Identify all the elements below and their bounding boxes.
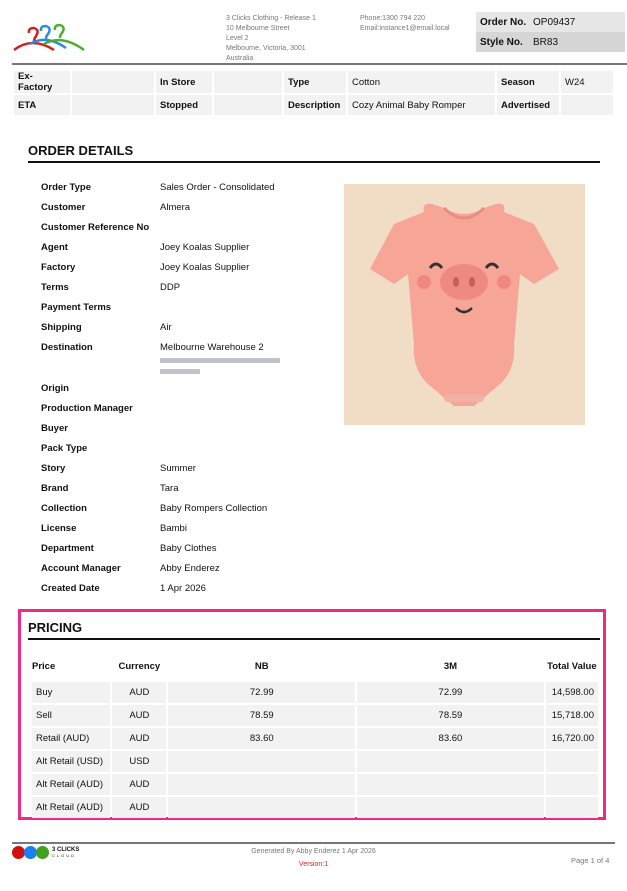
detail-row <box>41 563 220 574</box>
detail-label: Pack Type <box>41 443 88 454</box>
detail-value: Joey Koalas Supplier <box>160 242 250 253</box>
company-name: 3 Clicks Clothing - Release 1 <box>226 15 316 22</box>
detail-row <box>41 342 281 377</box>
in-store-value <box>214 71 282 93</box>
pricing-cell: 83.60 <box>168 728 355 749</box>
pricing-row <box>32 705 598 726</box>
season-value: W24 <box>561 71 613 93</box>
detail-label: Department <box>41 543 94 554</box>
pricing-cell: 16,720.00 <box>546 728 598 749</box>
detail-value: Joey Koalas Supplier <box>160 262 250 273</box>
in-store-label: In Store <box>156 71 212 93</box>
detail-label: Shipping <box>41 322 82 333</box>
order-meta-table <box>12 69 615 117</box>
company-address <box>226 14 316 64</box>
detail-row <box>41 583 206 594</box>
detail-value: DDP <box>160 282 181 293</box>
pricing-cell <box>357 797 544 818</box>
company-logo-hangers <box>10 22 88 54</box>
pricing-cell: Alt Retail (AUD) <box>32 797 110 818</box>
detail-label: Brand <box>41 483 69 494</box>
detail-row <box>41 503 267 514</box>
pricing-cell: 14,598.00 <box>546 682 598 703</box>
stopped-label: Stopped <box>156 95 212 115</box>
detail-label: Customer Reference No <box>41 222 150 233</box>
pricing-cell: Buy <box>32 682 110 703</box>
phone: Phone:1300 794 220 <box>360 15 426 22</box>
pricing-cell <box>546 751 598 772</box>
detail-label: License <box>41 523 77 534</box>
section-rule <box>28 161 600 163</box>
version: Version:1 <box>298 861 329 868</box>
detail-value: Baby Clothes <box>160 543 217 554</box>
pricing-cell: 78.59 <box>168 705 355 726</box>
detail-label: Terms <box>41 282 69 293</box>
order-no-label: Order No. <box>480 16 527 28</box>
pricing-cell: AUD <box>112 774 166 795</box>
address-line: Level 2 <box>226 35 249 42</box>
pricing-cell: AUD <box>112 728 166 749</box>
detail-value: Air <box>160 322 172 333</box>
detail-row <box>41 523 187 534</box>
detail-row <box>41 483 178 494</box>
product-image-romper <box>344 184 585 425</box>
col-nb: NB <box>254 660 269 672</box>
pricing-row <box>32 751 598 772</box>
detail-row <box>41 322 172 333</box>
detail-label: Origin <box>41 383 69 394</box>
col-total-value: Total Value <box>547 660 597 672</box>
col-currency: Currency <box>118 660 161 672</box>
logo-sub: CLOUD <box>52 852 77 858</box>
pricing-cell: Alt Retail (AUD) <box>32 774 110 795</box>
ex-factory-label: Ex-Factory <box>14 71 70 93</box>
pricing-row <box>32 728 598 749</box>
pricing-cell: 83.60 <box>357 728 544 749</box>
detail-label: Created Date <box>41 583 100 594</box>
description-value: Cozy Animal Baby Romper <box>348 95 495 115</box>
detail-row <box>41 262 249 273</box>
order-no: OP09437 <box>533 16 576 28</box>
pricing-cell: 72.99 <box>357 682 544 703</box>
season-label: Season <box>497 71 559 93</box>
style-no-label: Style No. <box>480 36 523 48</box>
redacted-address <box>160 355 281 377</box>
pricing-heading: PRICING <box>28 620 83 635</box>
detail-row <box>41 463 196 474</box>
detail-value: Summer <box>160 463 196 474</box>
detail-row <box>41 282 180 293</box>
detail-row <box>41 242 249 253</box>
type-value: Cotton <box>348 71 495 93</box>
detail-value: Baby Rompers Collection <box>160 503 268 514</box>
detail-value: Abby Enderez <box>160 563 220 574</box>
order-id-box <box>476 12 625 52</box>
pricing-cell <box>357 751 544 772</box>
order-details-heading: ORDER DETAILS <box>28 143 134 158</box>
pricing-cell: AUD <box>112 682 166 703</box>
pricing-cell <box>168 774 355 795</box>
description-label: Description <box>284 95 346 115</box>
detail-row <box>41 182 275 193</box>
detail-label: Destination <box>41 342 93 353</box>
pricing-cell: 15,718.00 <box>546 705 598 726</box>
pricing-cell <box>168 797 355 818</box>
pricing-cell <box>168 751 355 772</box>
ex-factory-value <box>72 71 154 93</box>
type-label: Type <box>284 71 346 93</box>
detail-row <box>41 302 160 313</box>
col-3m: 3M <box>443 660 458 672</box>
detail-value: Sales Order - Consolidated <box>160 182 275 193</box>
address-line: Melbourne, Victoria, 3001 <box>226 45 306 52</box>
generated-by: Generated By Abby Enderez 1 Apr 2026 <box>251 848 376 855</box>
pricing-cell <box>357 774 544 795</box>
detail-row <box>41 543 217 554</box>
pricing-row <box>32 797 598 818</box>
pricing-table <box>30 650 600 820</box>
pricing-row <box>32 774 598 795</box>
style-no: BR83 <box>533 36 559 48</box>
detail-value: Melbourne Warehouse 2 <box>160 342 281 377</box>
detail-label: Story <box>41 463 66 474</box>
detail-label: Account Manager <box>41 563 121 574</box>
detail-value: Bambi <box>160 523 187 534</box>
detail-value: Tara <box>160 483 179 494</box>
detail-row <box>41 403 160 414</box>
advertised-label: Advertised <box>497 95 559 115</box>
pricing-cell: Alt Retail (USD) <box>32 751 110 772</box>
detail-row <box>41 443 160 454</box>
detail-label: Agent <box>41 242 68 253</box>
pricing-row <box>32 682 598 703</box>
company-contact <box>360 14 450 34</box>
detail-label: Production Manager <box>41 403 133 414</box>
logo-text: 3 CLICKS <box>52 846 80 853</box>
page-number: Page 1 of 4 <box>571 856 610 865</box>
pricing-cell: AUD <box>112 705 166 726</box>
section-rule <box>28 638 600 640</box>
detail-value: 1 Apr 2026 <box>160 583 206 594</box>
detail-label: Factory <box>41 262 76 273</box>
detail-value: Almera <box>160 202 191 213</box>
detail-row <box>41 423 160 434</box>
pricing-cell <box>546 774 598 795</box>
stopped-value <box>214 95 282 115</box>
detail-row <box>41 202 190 213</box>
address-line: Australia <box>226 55 254 62</box>
detail-label: Buyer <box>41 423 68 434</box>
header-divider <box>12 63 627 65</box>
detail-label: Customer <box>41 202 86 213</box>
pricing-cell: Sell <box>32 705 110 726</box>
pricing-cell: USD <box>112 751 166 772</box>
detail-row <box>41 383 160 394</box>
eta-value <box>72 95 154 115</box>
email: Email:instance1@email.local <box>360 25 450 32</box>
eta-label: ETA <box>14 95 70 115</box>
detail-label: Payment Terms <box>41 302 112 313</box>
advertised-value <box>561 95 613 115</box>
pricing-cell: 72.99 <box>168 682 355 703</box>
pricing-cell: 78.59 <box>357 705 544 726</box>
detail-label: Order Type <box>41 182 91 193</box>
detail-row <box>41 222 160 233</box>
footer-divider <box>12 842 615 844</box>
pricing-cell: AUD <box>112 797 166 818</box>
col-price: Price <box>32 660 56 672</box>
pricing-cell <box>546 797 598 818</box>
address-line: 10 Melbourne Street <box>226 25 290 32</box>
detail-label: Collection <box>41 503 87 514</box>
pricing-cell: Retail (AUD) <box>32 728 110 749</box>
